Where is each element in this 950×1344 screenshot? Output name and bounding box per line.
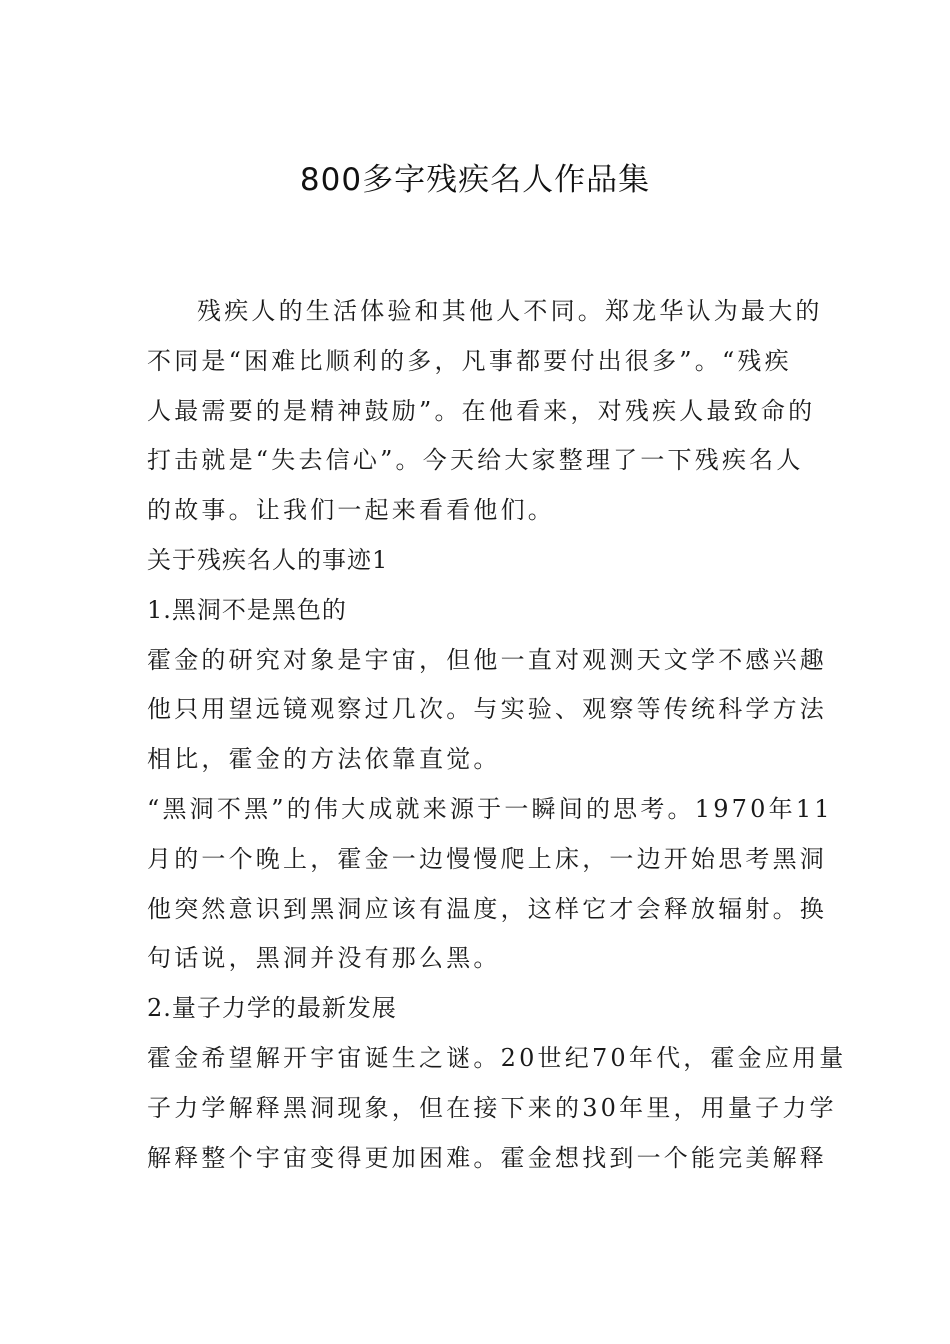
paragraph-line: 残疾人的生活体验和其他人不同。郑龙华认为最大的 (197, 297, 823, 325)
document-body (147, 287, 847, 1183)
section-heading: 关于残疾名人的事迹1 (147, 545, 389, 574)
paragraph-line: 霍金希望解开宇宙诞生之谜。20世纪70年代，霍金应用量 (147, 1043, 847, 1072)
subsection-heading: 1.黑洞不是黑色的 (147, 595, 347, 624)
paragraph-line: 人最需要的是精神鼓励”。在他看来，对残疾人最致命的 (147, 396, 816, 425)
paragraph-line: 他只用望远镜观察过几次。与实验、观察等传统科学方法 (147, 695, 827, 724)
paragraph-line: 的故事。让我们一起来看看他们。 (147, 496, 555, 525)
paragraph-line: 他突然意识到黑洞应该有温度，这样它才会释放辐射。换 (147, 894, 827, 923)
paragraph-line: 打击就是“失去信心”。今天给大家整理了一下残疾名人 (147, 446, 804, 475)
paragraph-line: 句话说，黑洞并没有那么黑。 (147, 944, 501, 973)
paragraph-line: “黑洞不黑”的伟大成就来源于一瞬间的思考。1970年11 (147, 794, 833, 823)
paragraph-line: 霍金的研究对象是宇宙，但他一直对观测天文学不感兴趣 (147, 645, 827, 674)
paragraph-line: 不同是“困难比顺利的多，凡事都要付出很多”。“残疾 (147, 346, 792, 375)
paragraph-line: 相比，霍金的方法依靠直觉。 (147, 745, 501, 774)
paragraph-line: 月的一个晚上，霍金一边慢慢爬上床，一边开始思考黑洞 (147, 844, 827, 873)
document-title: 800多字残疾名人作品集 (299, 162, 651, 198)
paragraph-line: 解释整个宇宙变得更加困难。霍金想找到一个能完美解释 (147, 1143, 827, 1172)
paragraph-line: 子力学解释黑洞现象，但在接下来的30年里，用量子力学 (147, 1093, 837, 1122)
subsection-heading: 2.量子力学的最新发展 (147, 994, 397, 1023)
